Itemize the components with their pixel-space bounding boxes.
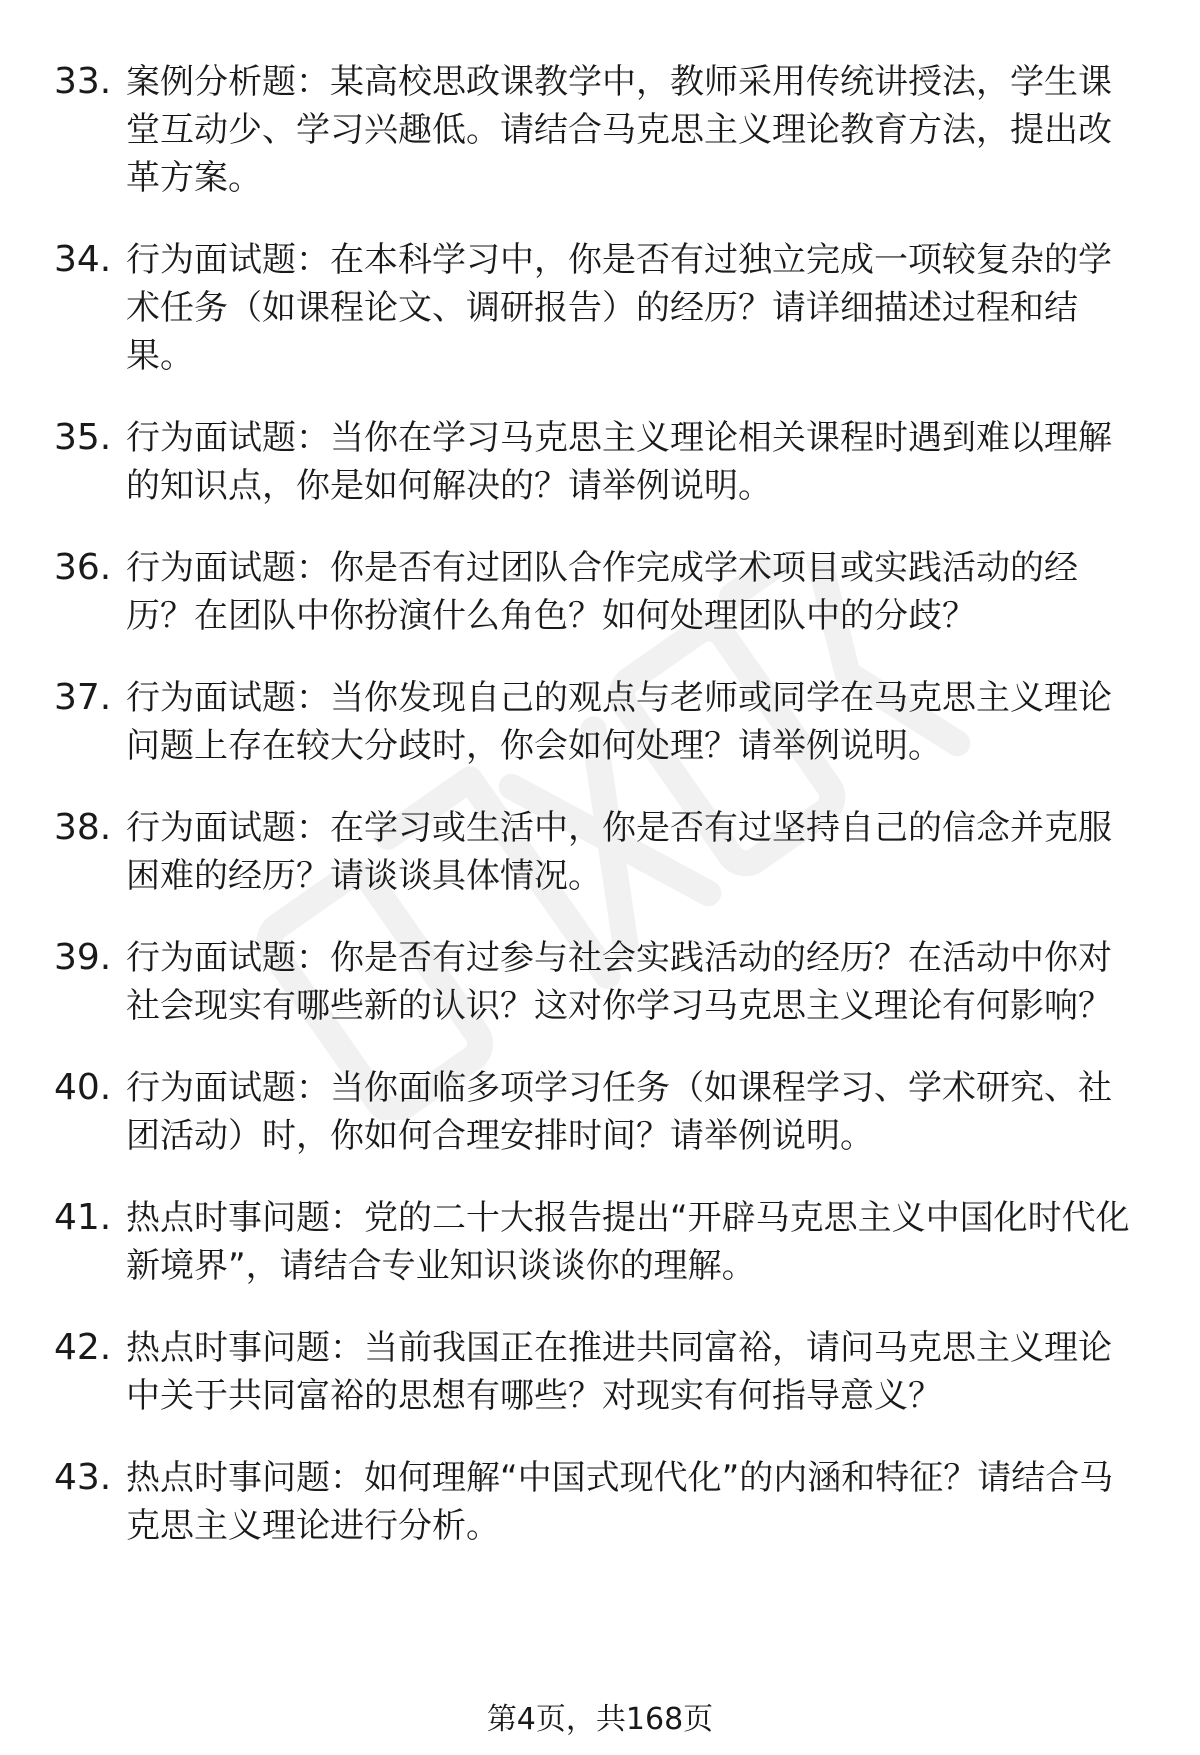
question-item-39 (0, 934, 1200, 1030)
question-text: 行为面试题：你是否有过参与社会实践活动的经历？在活动中你对社会现实有哪些新的认识？这对你学习马克思主义理论有何影响？ (126, 938, 1112, 1026)
question-text: 热点时事问题：党的二十大报告提出“开辟马克思主义中国化时代化新境界”，请结合专业知识谈谈你的理解。 (126, 1198, 1130, 1286)
question-number: 33. (54, 61, 112, 102)
page-footer (0, 1700, 1200, 1740)
question-text: 热点时事问题：如何理解“中国式现代化”的内涵和特征？请结合马克思主义理论进行分析。 (126, 1458, 1114, 1546)
question-number: 40. (54, 1067, 112, 1108)
question-text: 案例分析题：某高校思政课教学中，教师采用传统讲授法，学生课堂互动少、学习兴趣低。请结合马克思主义理论教育方法，提出改革方案。 (126, 62, 1112, 198)
question-number: 37. (54, 677, 112, 718)
question-item-38 (0, 804, 1200, 900)
question-item-40 (0, 1064, 1200, 1160)
question-number: 42. (54, 1327, 112, 1368)
question-item-43 (0, 1454, 1200, 1550)
question-number: 36. (54, 547, 112, 588)
question-text: 热点时事问题：当前我国正在推进共同富裕，请问马克思主义理论中关于共同富裕的思想有哪些？对现实有何指导意义？ (126, 1328, 1112, 1416)
question-number: 35. (54, 417, 112, 458)
question-item-36 (0, 544, 1200, 640)
question-number: 38. (54, 807, 112, 848)
question-number: 34. (54, 239, 112, 280)
question-text: 行为面试题：在本科学习中，你是否有过独立完成一项较复杂的学术任务（如课程论文、调研报告）的经历？请详细描述过程和结果。 (126, 240, 1112, 376)
question-list (0, 58, 1200, 1584)
question-item-35 (0, 414, 1200, 510)
question-text: 行为面试题：在学习或生活中，你是否有过坚持自己的信念并克服困难的经历？请谈谈具体情况。 (126, 808, 1112, 896)
question-number: 41. (54, 1197, 112, 1238)
question-item-42 (0, 1324, 1200, 1420)
question-item-37 (0, 674, 1200, 770)
question-item-41 (0, 1194, 1200, 1290)
question-item-34 (0, 236, 1200, 380)
question-text: 行为面试题：你是否有过团队合作完成学术项目或实践活动的经历？在团队中你扮演什么角色？如何处理团队中的分歧？ (126, 548, 1078, 636)
question-number: 43. (54, 1457, 112, 1498)
question-text: 行为面试题：当你发现自己的观点与老师或同学在马克思主义理论问题上存在较大分歧时，你会如何处理？请举例说明。 (126, 678, 1112, 766)
question-text: 行为面试题：当你在学习马克思主义理论相关课程时遇到难以理解的知识点，你是如何解决的？请举例说明。 (126, 418, 1112, 506)
question-text: 行为面试题：当你面临多项学习任务（如课程学习、学术研究、社团活动）时，你如何合理安排时间？请举例说明。 (126, 1068, 1112, 1156)
question-number: 39. (54, 937, 112, 978)
page-number-label: 第4页，共168页 (486, 1702, 714, 1737)
question-item-33 (0, 58, 1200, 202)
